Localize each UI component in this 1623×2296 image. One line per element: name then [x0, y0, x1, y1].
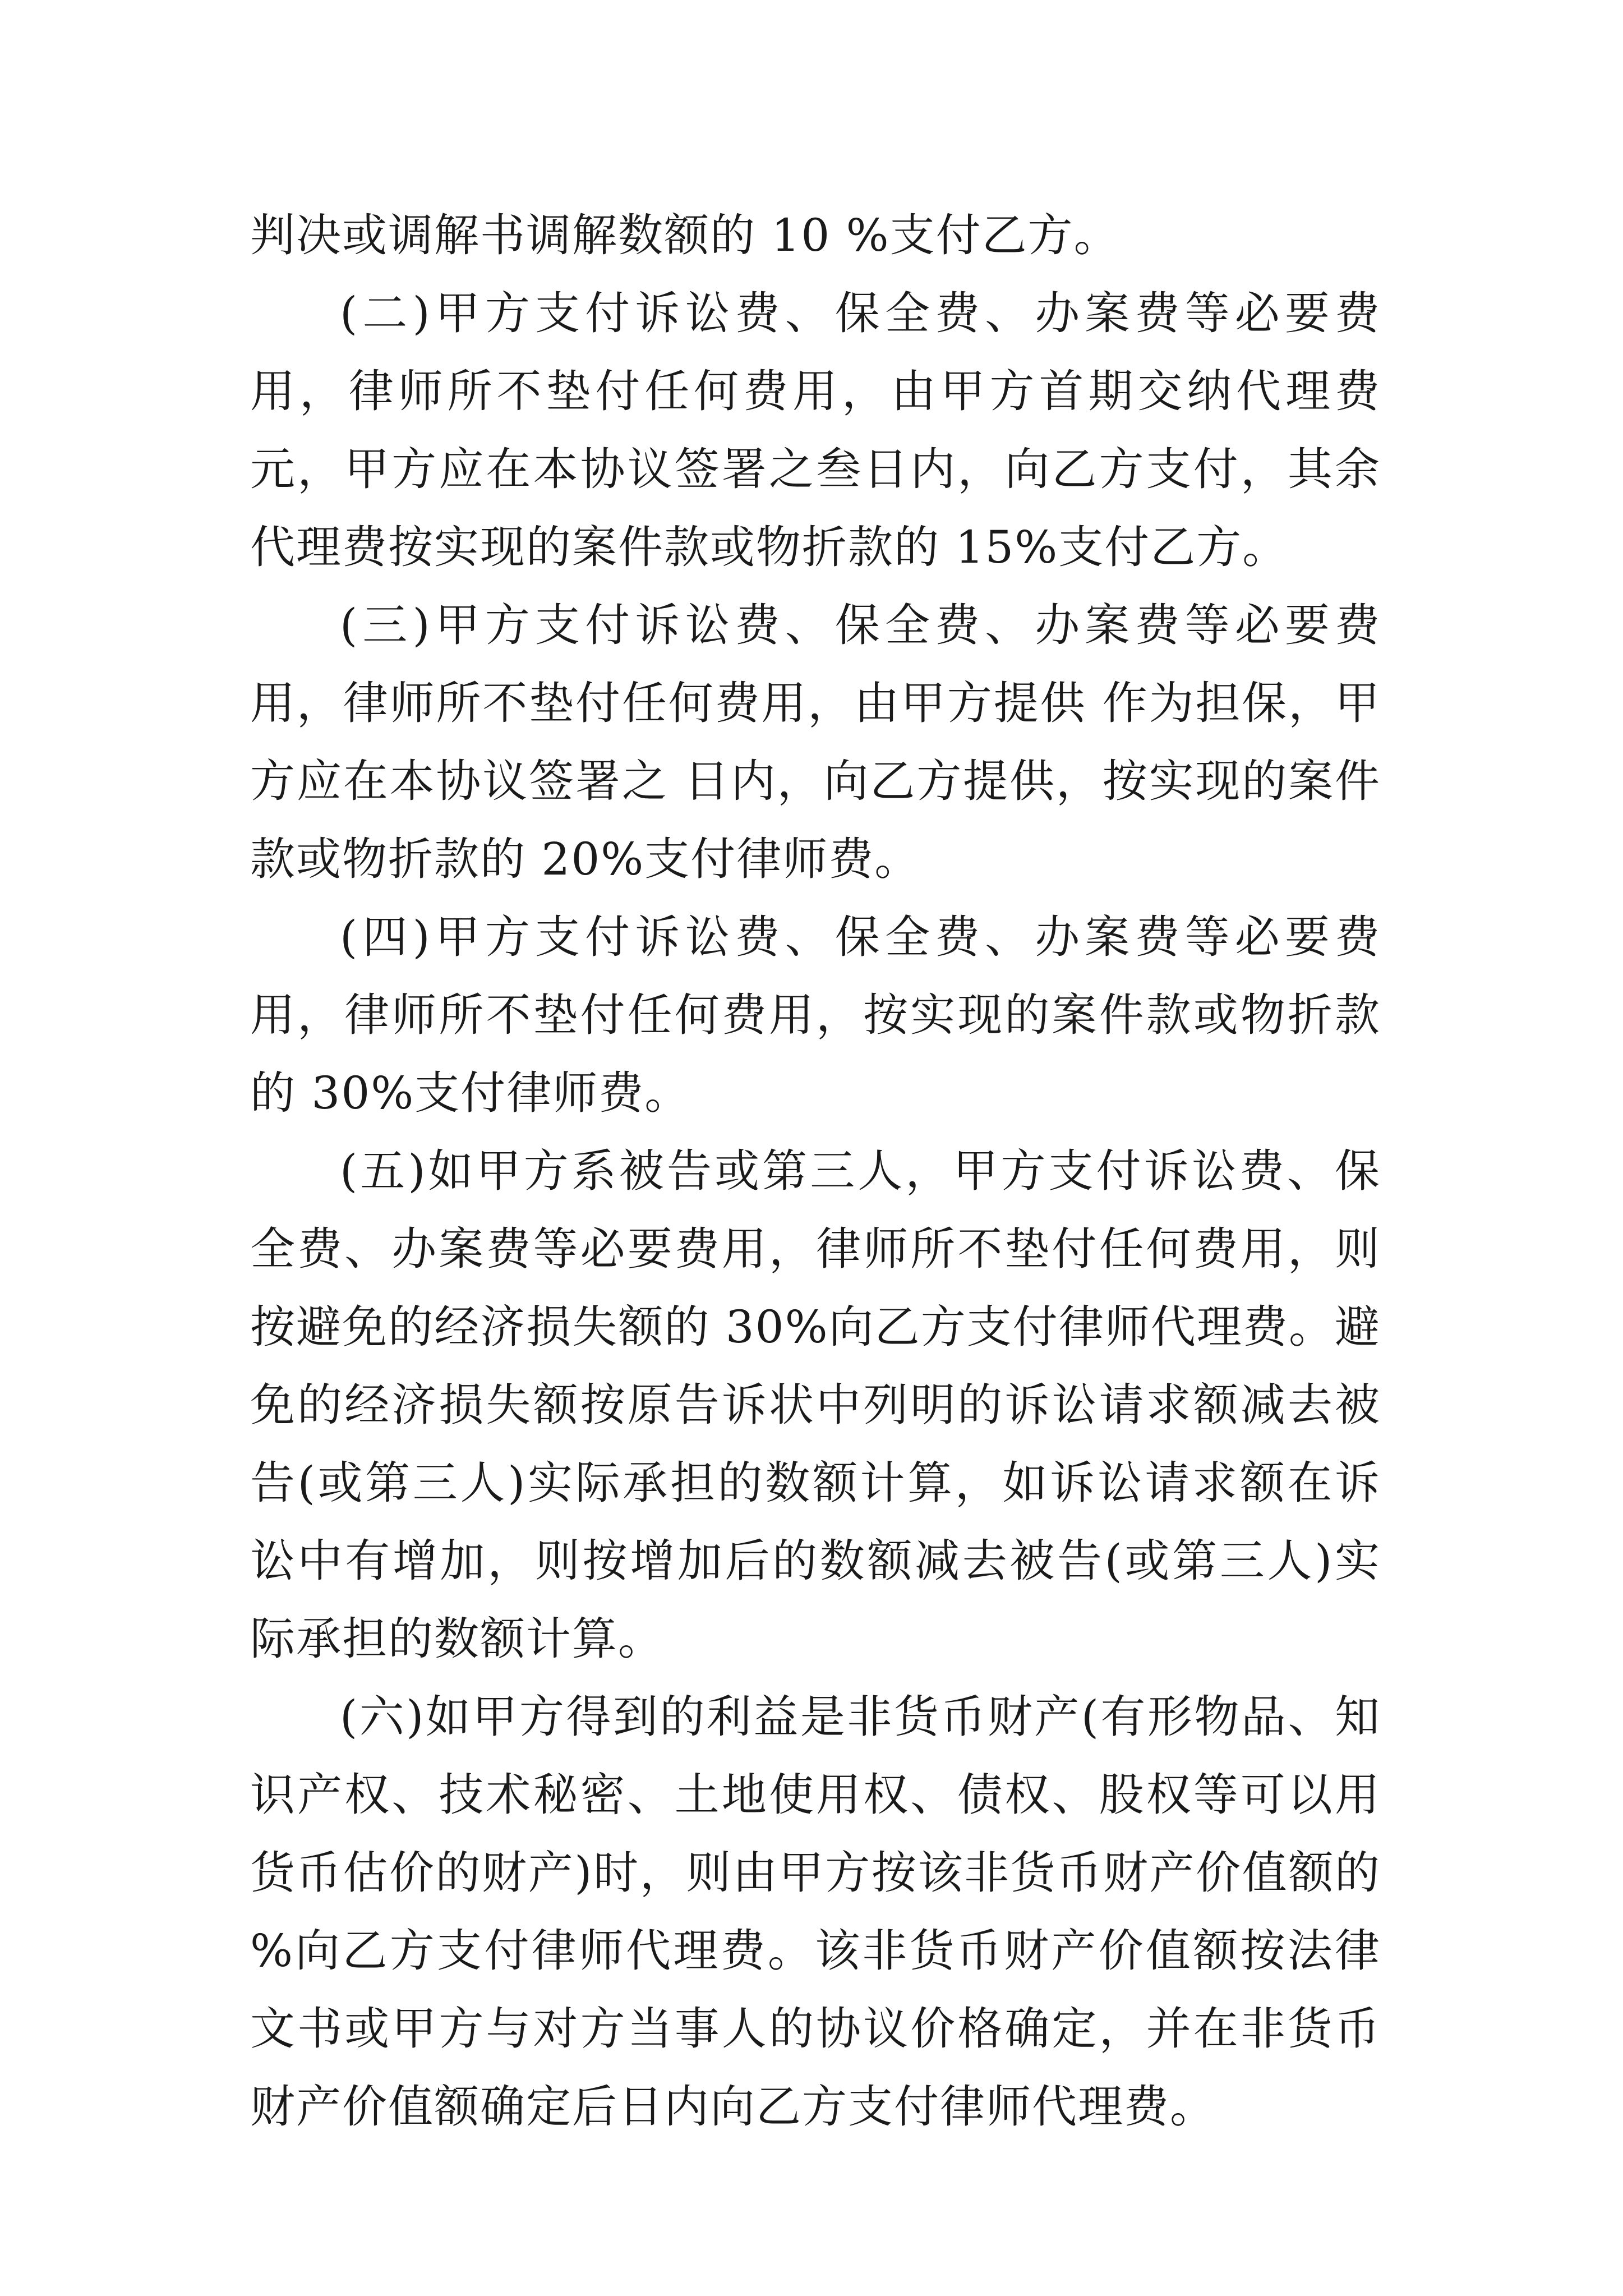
paragraph-clause-3: (三)甲方支付诉讼费、保全费、办案费等必要费用，律师所不垫付任何费用，由甲方提供 作为担保，甲方应在本协议签署之 日内，向乙方提供，按实现的案件款或物折款的 20%支付律师费。: [250, 599, 1381, 885]
paragraph-clause-4: (四)甲方支付诉讼费、保全费、办案费等必要费用，律师所不垫付任何费用，按实现的案件款或物折款的 30%支付律师费。: [250, 911, 1381, 1119]
document-body: [250, 196, 1381, 2146]
paragraph-clause-2: (二)甲方支付诉讼费、保全费、办案费等必要费用，律师所不垫付任何费用，由甲方首期交纳代理费 元，甲方应在本协议签署之叁日内，向乙方支付，其余代理费按实现的案件款或物折款的 15%支付乙方。: [250, 287, 1381, 573]
paragraph-continuation: 判决或调解书调解数额的 10 %支付乙方。: [250, 209, 1120, 261]
paragraph-clause-6: (六)如甲方得到的利益是非货币财产(有形物品、知识产权、技术秘密、土地使用权、债权、股权等可以用货币估价的财产)时，则由甲方按该非货币财产价值额的 %向乙方支付律师代理费。该非货币财产价值额按法律文书或甲方与对方当事人的协议价格确定，并在非货币财产价值额确定后日内向乙方支付律师代理费。: [250, 1691, 1381, 2133]
paragraph-clause-5: (五)如甲方系被告或第三人，甲方支付诉讼费、保全费、办案费等必要费用，律师所不垫付任何费用，则按避免的经济损失额的 30%向乙方支付律师代理费。避免的经济损失额按原告诉状中列明的诉讼请求额减去被告(或第三人)实际承担的数额计算，如诉讼请求额在诉讼中有增加，则按增加后的数额减去被告(或第三人)实际承担的数额计算。: [250, 1145, 1381, 1665]
